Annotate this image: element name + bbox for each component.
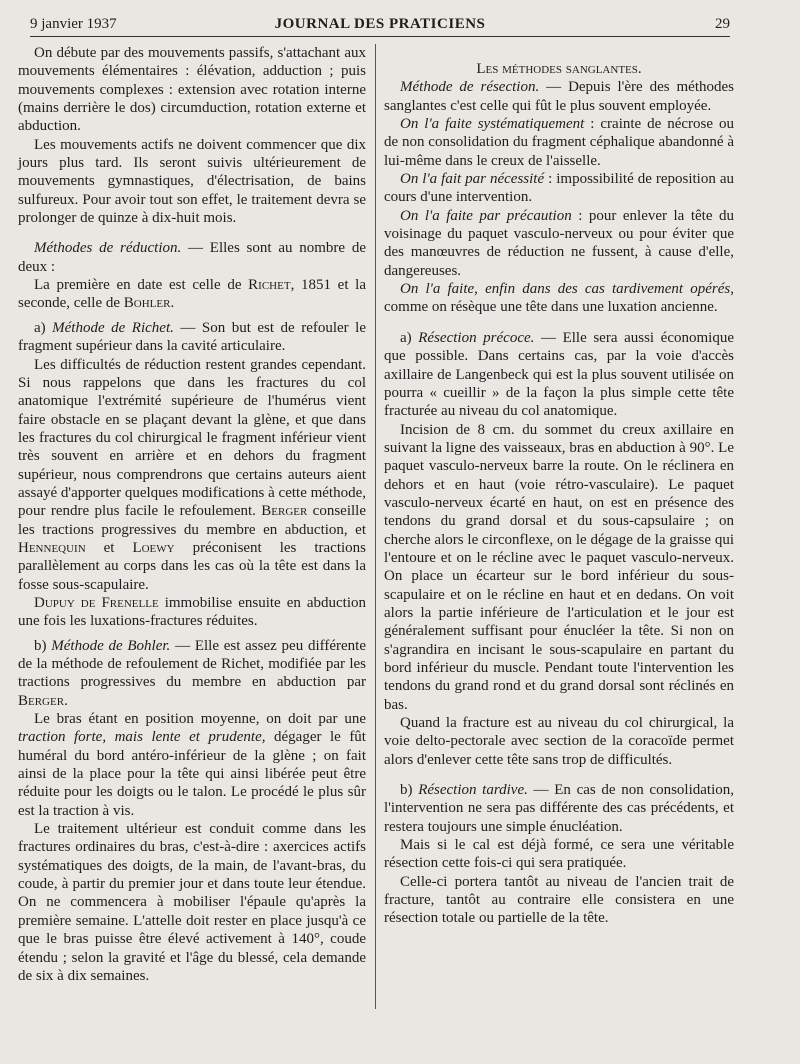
paragraph-necessity: On l'a fait par nécessité : impossibilité de reposition au cours d'une intervention. [384, 171, 734, 206]
paragraph-incision: Incision de 8 cm. du sommet du creux axillaire en suivant la ligne des vaisseaux, bras en abduction à 90°. Le paquet vasculo-nerveux barre la route. On le réclinera en dehors et en haut (voie rétro-vasculaire). Le paquet vasculo-nerveux écarté en haut, on est en présence des tendons du grand dorsal et du sous-capsulaire ; on cherche alors le circonflexe, on le dégage de la graisse qui l'entoure et on le récline avec le paquet vasculo-nerveux. On place un écarteur sur le bord inférieur du sous-scapulaire et on le récline en haut et en dedans. On voit alors la partie inférieure de l'articulation et le jour est généralement suffisant pour énucléer la tête. Si non on s'agrandira en incisant le sous-scapulaire en partant du bord inférieur du muscle. Pendant toute l'intervention les tendons du grand rond et du grand dorsal sont réclinés en bas. [384, 421, 734, 713]
paragraph-late-resection: b) Résection tardive. — En cas de non consolidation, l'intervention ne sera pas différente des cas précédents, et restera toujours une simple énucléation. [384, 782, 734, 835]
paragraph-active-movements: Les mouvements actifs ne doivent commencer que dix jours plus tard. Ils seront suivis ultérieurement de mouvements gymnastiques, d'électrisation, de bains sulfureux. Pour avoir tout son effet, le traitement devra se prolonger de quinze à dix-huit mois. [18, 136, 366, 227]
subtitle-resection-method: Méthode de résection. [400, 79, 540, 96]
section-title-reduction: Méthodes de réduction. [34, 240, 182, 257]
paragraph-dupuy: Dupuy de Frenelle immobilise ensuite en abduction une fois les luxations-fractures réduites. [18, 594, 367, 630]
paragraph-later-treatment: Le traitement ultérieur est conduit comme dans les fractures ordinaires du bras, c'est-à-dire : axercices actifs systématiques des doigts, de la main, de l'avant-bras, du coude, à partir du premier jour et dans toute leur étendue. On ne commencera à mobiliser l'épaule qu'après la première semaine. L'attelle doit rester en place jusqu'à ce que le bras puisse être élevé activement à 140°, coude étendu ; selon la gravité et l'âge du blessé, cela demande de six à dix semaines. [18, 821, 366, 984]
paragraph-richet-method: a) Méthode de Richet. — Son but est de refouler le fragment supérieur dans la cavité articulaire. [18, 319, 366, 355]
paragraph-bohler-method: b) Méthode de Bohler. — Elle est assez peu différente de la méthode de refoulement de Richet, modifiée par les tractions progressives du membre en abduction par Berger. [18, 637, 366, 709]
paragraph-systematic: On l'a faite systématiquement : crainte de nécrose ou de non consolidation du fragment céphalique abandonné à lui-même dans le creux de l'aisselle. [384, 116, 734, 169]
paragraph-two-methods: La première en date est celle de Richet, 1851 et la seconde, celle de Bohler. [18, 277, 367, 312]
author-richet: Richet [248, 277, 291, 294]
paragraph-final: Celle-ci portera tantôt au niveau de l'ancien trait de fracture, tantôt au contraire elle consistera en une résection totale ou partielle de la tête. [384, 873, 734, 927]
paragraph-traction: Le bras étant en position moyenne, on doit par une traction forte, mais lente et prudente, dégager le fût huméral du bord antéro-inférieur de la glène ; on fait ainsi de la place pour la tête qui ainsi libérée peut être réduite pour les doigts ou le talon. Le procédé le plus sûr est la traction à vis. [18, 711, 366, 819]
subtitle-late-resection: Résection tardive. [418, 782, 528, 799]
paragraph-difficulties: Les difficultés de réduction restent grandes cependant. Si nous rappelons que dans les fractures du col anatomique l'extrémité supérieure de l'humérus vient faire obstacle en se plaçant devant la glène, et que dans les fractures du col chirurgical le fragment inférieur vient très souvent en arrière et en dehors du fragment supérieur, nous comprendrons que certains auteurs aient assayé d'apporter quelques modifications à cette méthode, pour rendre plus facile le refoulement. Berger conseille les tractions progressives du membre en abduction, et Hennequin et Loewy préconisent les tractions parallèlement au corps dans les cas où la tête est dans la fosse sous-scapulaire. [18, 356, 366, 593]
author-dupuy-de-frenelle: Dupuy de Frenelle [34, 594, 159, 611]
paragraph-precaution: On l'a faite par précaution : pour enlever la tête du voisinage du paquet vasculo-nerveux ou pour éviter que des manœuvres de réduction ne fussent, à cause d'elle, dangereuses. [384, 207, 734, 279]
paragraph-early-resection: a) Résection précoce. — Elle sera aussi économique que possible. Dans certains cas, par la voie d'accès axillaire de Langenbeck qui est la plus souvent utilisée on pourra « cueillir » de la façon la plus simple cette tête fracturée au niveau du col anatomique. [384, 329, 734, 420]
header-date: 9 janvier 1937 [30, 16, 117, 32]
section-title-bloody-methods: Les méthodes sanglantes. [476, 61, 642, 77]
left-column [18, 44, 366, 1004]
paragraph-resection-method: Méthode de résection. — Depuis l'ère des méthodes sanglantes c'est celle qui fût le plus souvent employée. [384, 79, 734, 114]
author-bohler: Bohler [123, 295, 171, 312]
paragraph-surgical-neck: Quand la fracture est au niveau du col chirurgical, la voie delto-pectorale avec section de la coracoïde permet alors d'enlever cette tête sans trop de difficultés. [384, 715, 734, 768]
paragraph-passive-movements: On débute par des mouvements passifs, s'attachant aux mouvements élémentaires : élévation, adduction ; puis mouvements complexes : extension avec rotation interne (mains derrière le dos) circumduction, rotation externe et abduction. [18, 45, 366, 135]
paragraph-reduction-methods: Méthodes de réduction. — Elles sont au nombre de deux : [18, 240, 366, 275]
subtitle-bohler-method: Méthode de Bohler. [51, 637, 171, 654]
paragraph-callus: Mais si le cal est déjà formé, ce sera une véritable résection cette fois-ci qui sera pratiquée. [384, 837, 734, 872]
header-page-number: 29 [715, 16, 730, 32]
subtitle-early-resection: Résection précoce. [418, 329, 535, 346]
right-column [384, 44, 734, 1004]
header-journal-title: JOURNAL DES PRATICIENS [274, 16, 486, 32]
subtitle-richet-method: Méthode de Richet. [52, 319, 174, 336]
column-divider [375, 44, 376, 1009]
paragraph-late-operated: On l'a faite, enfin dans des cas tardivement opérés, comme on résèque une tête dans une luxation ancienne. [384, 281, 734, 316]
running-header [30, 14, 730, 37]
